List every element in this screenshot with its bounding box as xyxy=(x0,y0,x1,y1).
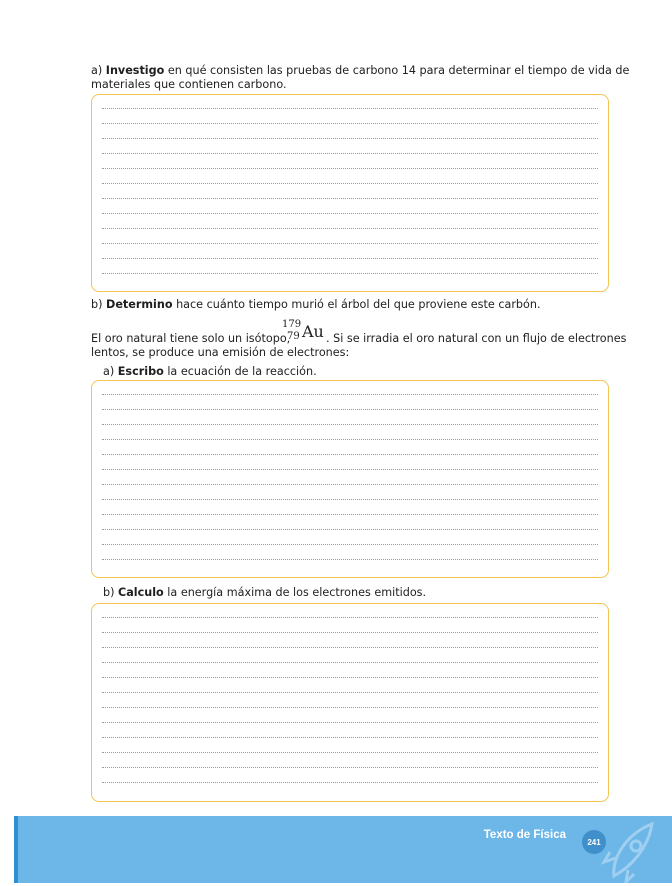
answer-line xyxy=(102,168,598,169)
answer-line xyxy=(102,424,598,425)
answer-box-a[interactable] xyxy=(91,94,609,292)
answer-line xyxy=(102,183,598,184)
answer-line xyxy=(102,454,598,455)
answer-line xyxy=(102,559,598,560)
question-a-text: en qué consisten las pruebas de carbono 14 para determinar el tiempo de vida de xyxy=(164,64,630,77)
answer-box-d[interactable] xyxy=(91,603,609,802)
question-b-text: hace cuánto tiempo murió el árbol del que proviene este carbón. xyxy=(172,298,541,311)
answer-line xyxy=(102,767,598,768)
answer-line xyxy=(102,514,598,515)
answer-line xyxy=(102,258,598,259)
question-c-text: la ecuación de la reacción. xyxy=(163,365,317,378)
answer-box-c[interactable] xyxy=(91,380,609,578)
answer-line xyxy=(102,409,598,410)
answer-line xyxy=(102,243,598,244)
answer-line xyxy=(102,228,598,229)
answer-line xyxy=(102,484,598,485)
answer-line xyxy=(102,123,598,124)
question-b-verb: Determino xyxy=(106,298,173,311)
answer-line xyxy=(102,138,598,139)
intro-line2: lentos, se produce una emisión de electrones: xyxy=(91,346,350,359)
answer-line xyxy=(102,394,598,395)
footer-accent-bar xyxy=(14,816,18,886)
answer-line xyxy=(102,662,598,663)
answer-line xyxy=(102,273,598,274)
answer-line xyxy=(102,544,598,545)
question-a-verb: Investigo xyxy=(105,64,165,77)
gold-isotope xyxy=(280,320,326,344)
question-d-text: la energía máxima de los electrones emitidos. xyxy=(163,586,427,599)
question-b-prefix: b) xyxy=(91,298,107,311)
answer-line xyxy=(102,499,598,500)
question-d xyxy=(103,585,426,600)
answer-line xyxy=(102,632,598,633)
question-d-verb: Calculo xyxy=(118,586,164,599)
answer-line xyxy=(102,469,598,470)
answer-line xyxy=(102,529,598,530)
answer-line xyxy=(102,722,598,723)
answer-line xyxy=(102,752,598,753)
isotope-atomic-number: 79 xyxy=(287,331,300,342)
answer-line xyxy=(102,647,598,648)
answer-line xyxy=(102,198,598,199)
answer-line xyxy=(102,213,598,214)
answer-line xyxy=(102,707,598,708)
isotope-mass-number: 179 xyxy=(282,319,302,330)
isotope-symbol: Au xyxy=(302,322,324,341)
question-a-line1 xyxy=(91,63,629,78)
answer-line xyxy=(102,737,598,738)
page-footer xyxy=(0,816,672,886)
question-d-prefix: b) xyxy=(103,586,119,599)
intro-line1-left: El oro natural tiene solo un isótopo, xyxy=(91,332,291,345)
answer-line xyxy=(102,782,598,783)
answer-line xyxy=(102,692,598,693)
answer-line xyxy=(102,677,598,678)
answer-line xyxy=(102,617,598,618)
page-number: 241 xyxy=(582,830,606,854)
question-c xyxy=(103,364,317,379)
question-a-line2: materiales que contienen carbono. xyxy=(91,78,287,91)
rocket-icon xyxy=(592,818,672,884)
answer-line xyxy=(102,108,598,109)
answer-line xyxy=(102,153,598,154)
intro-line1-right: . Si se irradia el oro natural con un flujo de electrones xyxy=(326,332,627,345)
question-c-verb: Escribo xyxy=(117,365,164,378)
footer-left-margin xyxy=(0,816,14,886)
question-a-prefix: a) xyxy=(91,64,106,77)
question-b xyxy=(91,297,541,312)
book-title: Texto de Física xyxy=(483,829,566,841)
answer-line xyxy=(102,439,598,440)
question-c-prefix: a) xyxy=(103,365,118,378)
